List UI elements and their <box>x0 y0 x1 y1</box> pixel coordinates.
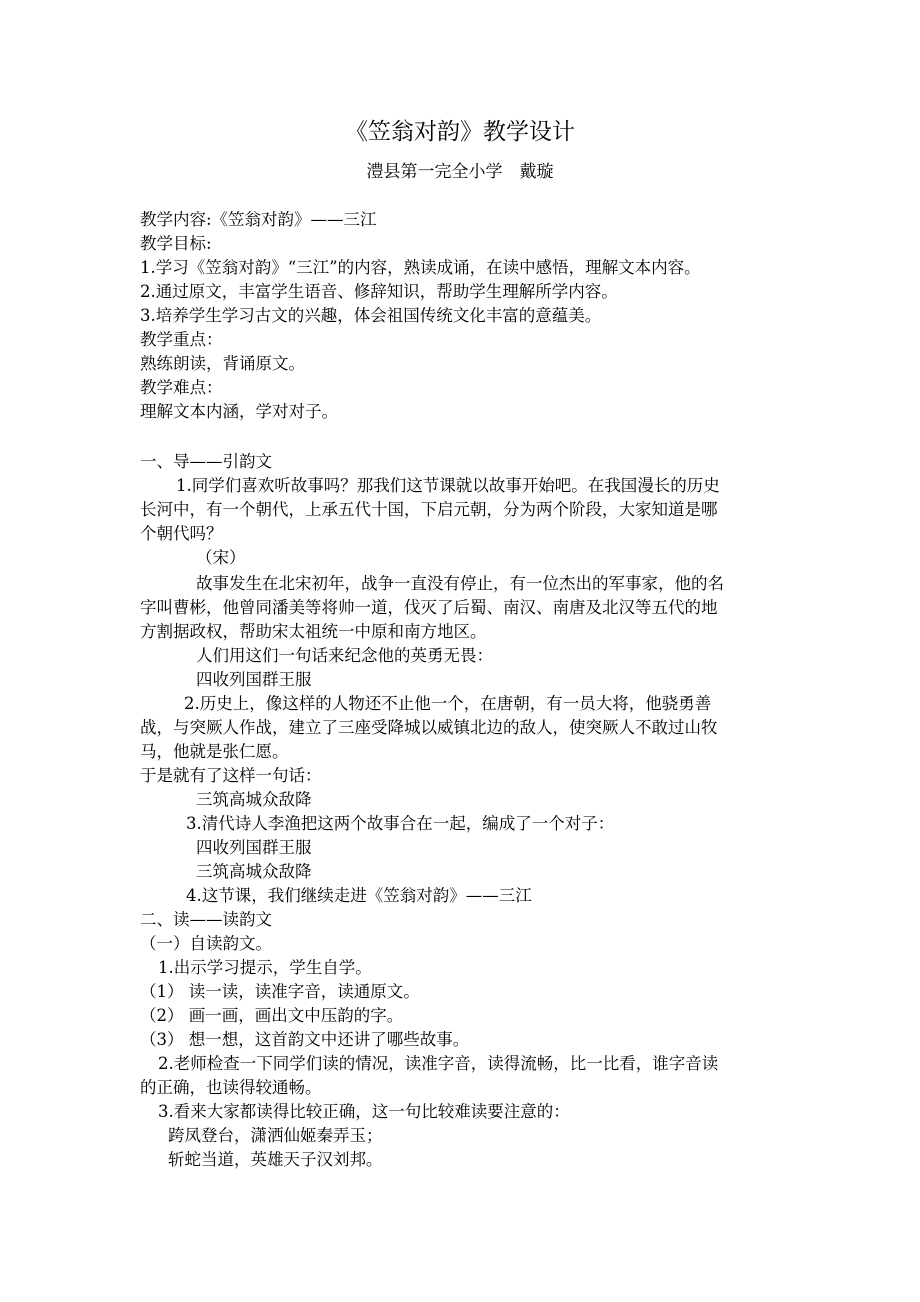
document-title: 《笠翁对韵》教学设计 <box>345 119 575 145</box>
couplet-line: 四收列国群王服 <box>196 838 312 857</box>
list-item: （3） 想一想，这首韵文中还讲了哪些故事。 <box>140 1030 470 1049</box>
verse-line: 跨凤登台，潇洒仙姬秦弄玉； <box>168 1126 383 1145</box>
section-heading-read: 二、读——读韵文 <box>140 910 272 929</box>
paragraph-line: 2.历史上，像这样的人物还不止他一个，在唐朝，有一员大将，他骁勇善 <box>184 694 712 713</box>
paragraph-line: 1.同学们喜欢听故事吗？那我们这节课就以故事开始吧。在我国漫长的历史 <box>176 476 720 495</box>
paragraph-line: 长河中，有一个朝代，上承五代十国，下启元朝，分为两个阶段，大家知道是哪 <box>140 500 718 519</box>
paragraph-line: 3.清代诗人李渔把这两个故事合在一起，编成了一个对子： <box>186 814 615 833</box>
section-heading-intro: 一、导——引韵文 <box>140 452 272 471</box>
paragraph-line: 2.老师检查一下同学们读的情况，读准字音，读得流畅，比一比看，谁字音读 <box>158 1054 719 1073</box>
section-heading-goals: 教学目标: <box>140 234 212 253</box>
section-heading-key-points: 教学重点： <box>140 330 223 349</box>
paragraph-line: 人们用这们一句话来纪念他的英勇无畏： <box>196 646 493 665</box>
goal-item: 2.通过原文，丰富学生语音、修辞知识，帮助学生理解所学内容。 <box>140 282 618 301</box>
subsection-heading: （一）自读韵文。 <box>140 934 272 953</box>
couplet-line: 三筑高城众敌降 <box>196 790 312 809</box>
key-point-text: 熟练朗读，背诵原文。 <box>140 354 305 373</box>
paragraph-line: 故事发生在北宋初年，战争一直没有停止，有一位杰出的军事家，他的名 <box>196 574 724 593</box>
paragraph-line: 3.看来大家都读得比较正确，这一句比较难读要注意的： <box>158 1102 570 1121</box>
goal-item: 3.培养学生学习古文的兴趣，体会祖国传统文化丰富的意蕴美。 <box>140 306 602 325</box>
list-item: （1） 读一读，读准字音，读通原文。 <box>140 982 420 1001</box>
teaching-content: 教学内容:《笠翁对韵》——三江 <box>140 210 377 229</box>
paragraph-line: 的正确，也读得较通畅。 <box>140 1078 322 1097</box>
author-line: 澧县第一完全小学 戴璇 <box>366 162 554 182</box>
answer-text: （宋） <box>196 548 246 567</box>
paragraph-line: 马，他就是张仁愿。 <box>140 742 289 761</box>
paragraph-line: 1.出示学习提示，学生自学。 <box>158 958 372 977</box>
paragraph-line: 战，与突厥人作战，建立了三座受降城以威镇北边的敌人，使突厥人不敢过山牧 <box>140 718 718 737</box>
paragraph-line: 字叫曹彬，他曾同潘美等将帅一道，伐灭了后蜀、南汉、南唐及北汉等五代的地 <box>140 598 718 617</box>
couplet-line: 三筑高城众敌降 <box>196 862 312 881</box>
paragraph-line: 个朝代吗？ <box>140 524 223 543</box>
section-heading-difficulties: 教学难点： <box>140 378 223 397</box>
couplet-line: 四收列国群王服 <box>196 670 312 689</box>
list-item: （2） 画一画，画出文中压韵的字。 <box>140 1006 404 1025</box>
verse-line: 斩蛇当道，英雄天子汉刘邦。 <box>168 1150 383 1169</box>
goal-item: 1.学习《笠翁对韵》“三江”的内容，熟读成诵，在读中感悟，理解文本内容。 <box>140 258 701 277</box>
difficulty-text: 理解文本内涵，学对对子。 <box>140 402 338 421</box>
paragraph-line: 于是就有了这样一句话： <box>140 766 322 785</box>
paragraph-line: 4.这节课，我们继续走进《笠翁对韵》——三江 <box>186 886 532 905</box>
paragraph-line: 方割据政权，帮助宋太祖统一中原和南方地区。 <box>140 622 487 641</box>
